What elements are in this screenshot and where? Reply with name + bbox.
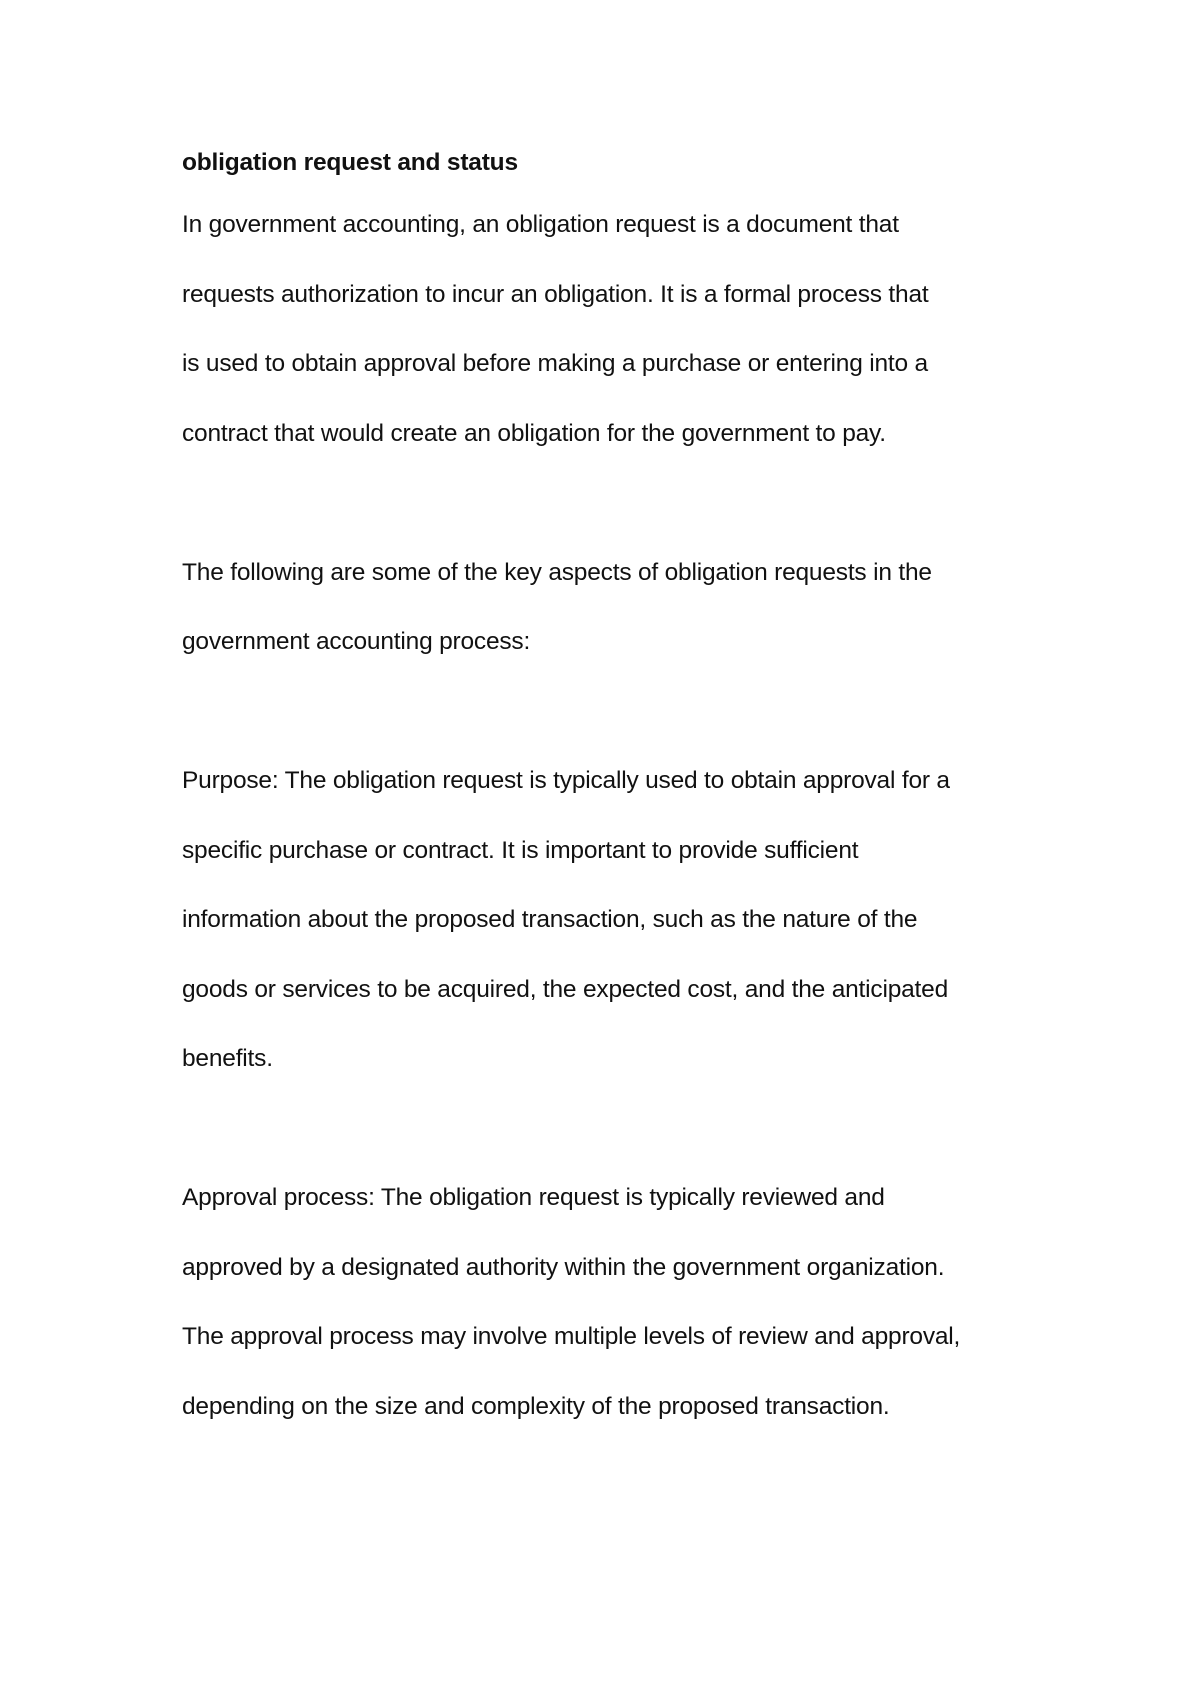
text-line: requests authorization to incur an obligation. It is a formal process that	[182, 280, 929, 308]
text-line: information about the proposed transaction, such as the nature of the	[182, 906, 918, 933]
paragraph-intro	[182, 190, 1062, 468]
paragraph-spacer	[182, 1094, 1062, 1164]
text-line: depending on the size and complexity of the proposed transaction.	[182, 1392, 890, 1420]
paragraph-key-aspects	[182, 538, 1062, 677]
text-line: approved by a designated authority within the government organization.	[182, 1253, 945, 1281]
text-line: is used to obtain approval before making a purchase or entering into a	[182, 350, 928, 377]
text-line: Purpose: The obligation request is typically used to obtain approval for a	[182, 767, 950, 794]
text-line: specific purchase or contract. It is important to provide sufficient	[182, 836, 859, 864]
text-line: Approval process: The obligation request is typically reviewed and	[182, 1184, 885, 1211]
text-line: government accounting process:	[182, 628, 531, 655]
paragraph-spacer	[182, 677, 1062, 747]
document-body	[182, 136, 1062, 1441]
text-line: contract that would create an obligation for the government to pay.	[182, 419, 886, 447]
text-line: In government accounting, an obligation request is a document that	[182, 211, 899, 238]
document-title: obligation request and status	[182, 149, 518, 176]
paragraph-purpose	[182, 746, 1062, 1094]
text-line: benefits.	[182, 1045, 273, 1072]
paragraph-approval-process	[182, 1163, 1062, 1441]
paragraph-spacer	[182, 468, 1062, 538]
text-line: The following are some of the key aspects of obligation requests in the	[182, 558, 932, 586]
text-line: goods or services to be acquired, the expected cost, and the anticipated	[182, 975, 949, 1003]
text-line: The approval process may involve multiple levels of review and approval,	[182, 1323, 961, 1350]
